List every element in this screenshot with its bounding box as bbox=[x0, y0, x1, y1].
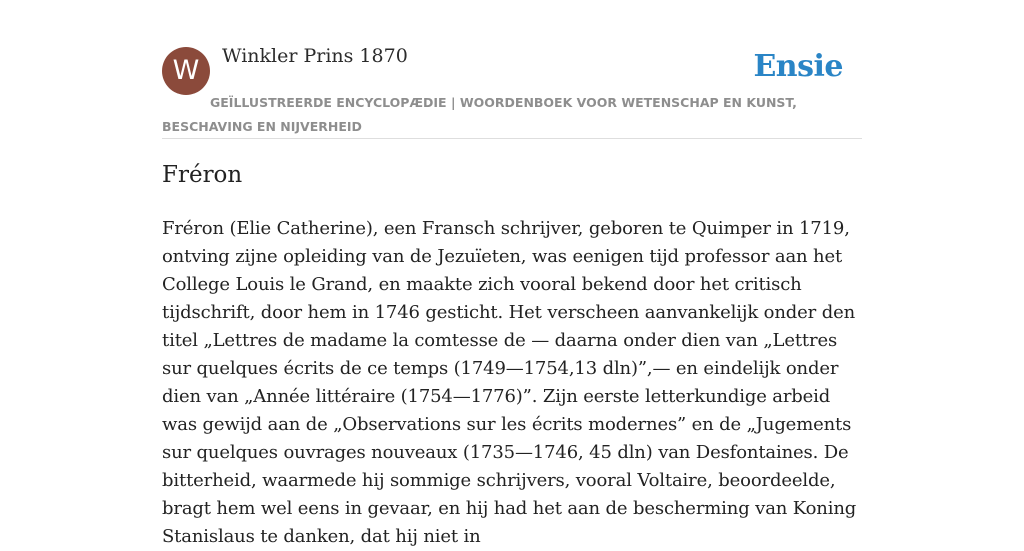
article-body: Fréron (Elie Catherine), een Fransch schrijver, geboren te Quimper in 1719, ontving zijne opleiding van de Jezuïeten, was eenigen tijd professor aan het College Louis le Grand, en maakte zich vooral bekend door het critisch tijdschrift, door hem in 1746 gesticht. Het verscheen aanvankelijk onder den titel „Lettres de madame la comtesse de — daarna onder dien van „Lettres sur quelques écrits de ce temps (1749—1754,13 dln)”,— en eindelijk onder dien van „Année littéraire (1754—1776)”. Zijn eerste letterkundige arbeid was gewijd aan de „Observations sur les écrits modernes” en de „Jugements sur quelques ouvrages nouveaux (1735—1746, 45 dln) van Desfontaines. De bitterheid, waarmede hij sommige schrijvers, vooral Voltaire, beoordeelde, bragt hem wel eens in gevaar, en hij had het aan de bescherming van Koning Stanislaus te danken, dat hij niet in bbox=[162, 218, 857, 547]
source-avatar[interactable]: W bbox=[162, 47, 210, 95]
article-title: Fréron bbox=[162, 162, 243, 188]
ensie-logo[interactable]: Ensie bbox=[753, 49, 843, 84]
source-subtitle: GEÏLLUSTREERDE ENCYCLOPÆDIE | WOORDENBOEK VOOR WETENSCHAP EN KUNST, BESCHAVING EN NIJVERHEID bbox=[162, 95, 797, 134]
header-divider bbox=[162, 138, 862, 139]
source-title[interactable]: Winkler Prins 1870 bbox=[222, 45, 408, 67]
